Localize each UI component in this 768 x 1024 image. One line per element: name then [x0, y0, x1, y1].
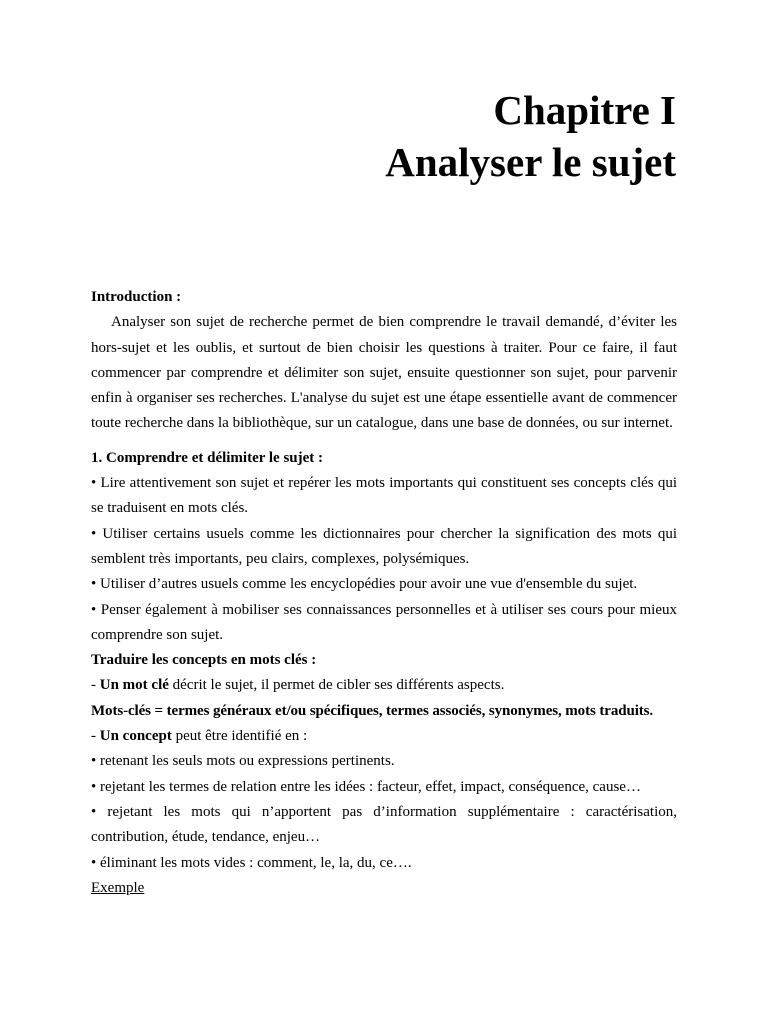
mot-cle-prefix: -: [91, 677, 100, 694]
example-label: Exemple: [91, 879, 145, 896]
concept-description: peut être identifié en :: [171, 728, 308, 745]
keywords-heading: Traduire les concepts en mots clés :: [91, 652, 317, 669]
mot-cle-line: [91, 673, 677, 698]
list-item: • retenant les seuls mots ou expressions pertinents.: [91, 753, 395, 770]
mot-cle-term: Un mot clé: [99, 677, 169, 694]
concept-prefix: -: [91, 728, 100, 745]
chapter-title: Analyser le sujet: [385, 139, 676, 185]
concept-line: [91, 724, 677, 749]
section-1-heading: 1. Comprendre et délimiter le sujet :: [91, 449, 324, 466]
chapter-heading: [385, 84, 676, 188]
list-item: • rejetant les mots qui n’apportent pas d’information supplémentaire : caractérisation, contribution, étude, tendance, enjeu…: [91, 803, 677, 846]
list-item: • éliminant les mots vides : comment, le, la, du, ce….: [91, 854, 412, 871]
list-item: • Utiliser d’autres usuels comme les encyclopédies pour avoir une vue d'ensemble du sujet.: [91, 576, 638, 593]
mots-cles-definition: Mots-clés = termes généraux et/ou spécifiques, termes associés, synonymes, mots traduits.: [91, 702, 654, 719]
list-item: • rejetant les termes de relation entre les idées : facteur, effet, impact, conséquence, cause…: [91, 778, 641, 795]
mot-cle-description: décrit le sujet, il permet de cibler ses différents aspects.: [168, 677, 505, 694]
concept-term: Un concept: [99, 728, 172, 745]
list-item: • Utiliser certains usuels comme les dictionnaires pour chercher la signification des mots qui semblent très importants, peu clairs, complexes, polysémiques.: [91, 525, 677, 567]
list-item: • Penser également à mobiliser ses connaissances personnelles et à utiliser ses cours pour mieux comprendre son sujet.: [91, 601, 677, 643]
introduction-paragraph: Analyser son sujet de recherche permet de bien comprendre le travail demandé, d’éviter les hors-sujet et les oublis, et surtout de bien choisir les questions à traiter. Pour ce faire, il faut commencer par comprendre et délimiter son sujet, ensuite questionner son sujet, pour parvenir enfin à organiser ses recherches. L'analyse du sujet est une étape essentielle avant de commencer toute recherche dans la bibliothèque, sur un catalogue, dans une base de données, ou sur internet.: [91, 314, 677, 432]
introduction-heading: Introduction :: [91, 289, 182, 305]
chapter-number: Chapitre I: [493, 87, 676, 133]
list-item: • Lire attentivement son sujet et repérer les mots importants qui constituent ses concepts clés qui se traduisent en mots clés.: [91, 475, 677, 517]
chapter-content: [91, 285, 677, 901]
